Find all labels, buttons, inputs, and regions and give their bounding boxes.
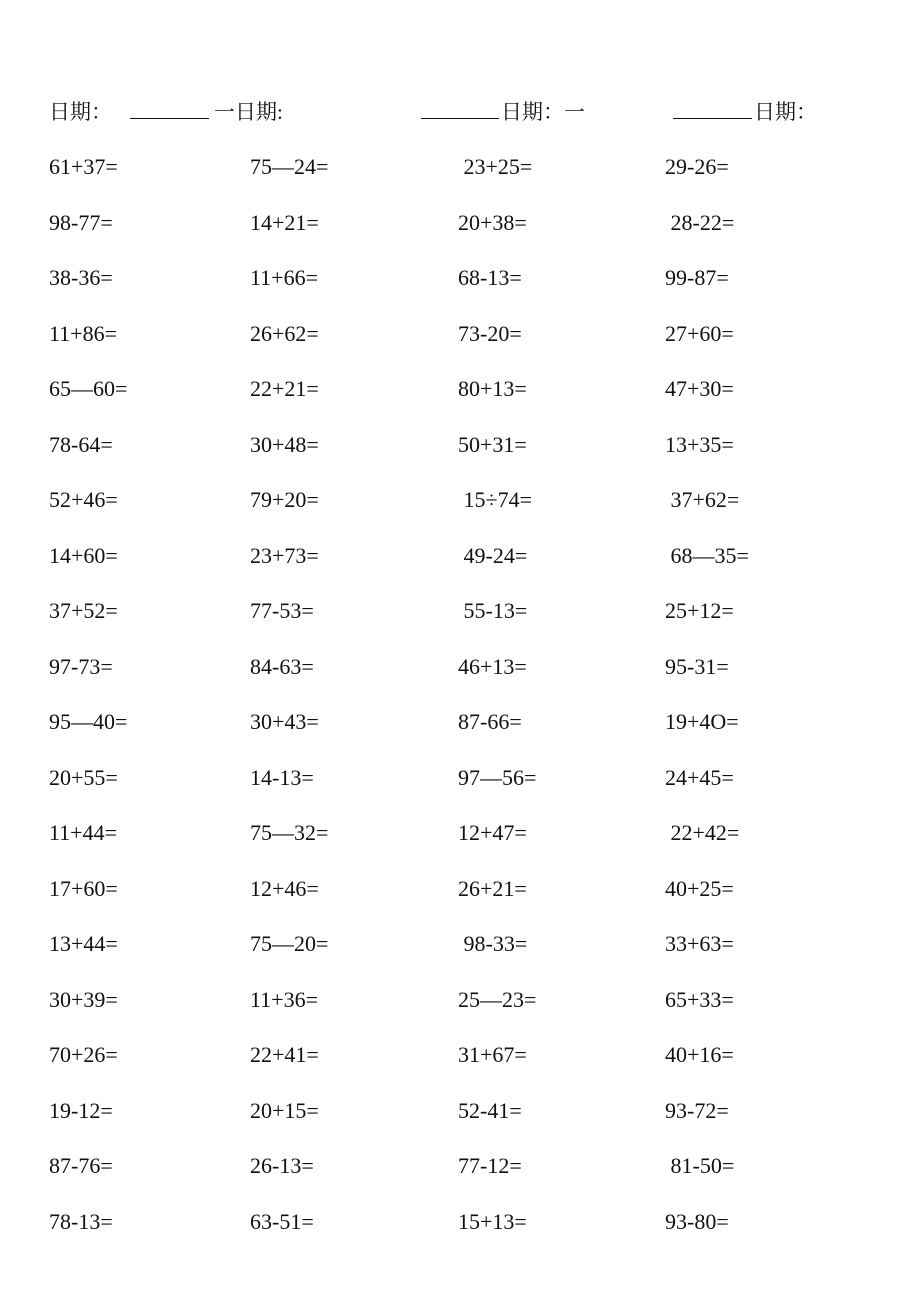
problem-row	[0, 1040, 920, 1096]
arithmetic-problem: 11+86=	[49, 320, 117, 346]
date-label-2: 一日期:	[214, 100, 283, 124]
problem-row	[0, 319, 920, 375]
arithmetic-problem: 78-13=	[49, 1208, 113, 1234]
problem-row	[0, 152, 920, 208]
arithmetic-problem: 65—60=	[49, 376, 128, 401]
arithmetic-problem: 19-12=	[49, 1097, 113, 1123]
arithmetic-problem: 22+41=	[250, 1042, 319, 1067]
arithmetic-problem: 75—32=	[250, 820, 329, 845]
arithmetic-problem: 20+38=	[458, 209, 527, 235]
arithmetic-problem: 26+62=	[250, 320, 319, 346]
arithmetic-problem: 33+63=	[665, 931, 734, 956]
problem-row	[0, 874, 920, 930]
arithmetic-problem: 12+46=	[250, 875, 319, 901]
arithmetic-problem: 23+73=	[250, 542, 319, 568]
problem-row	[0, 374, 920, 430]
arithmetic-problem: 27+60=	[665, 320, 734, 346]
problem-row	[0, 541, 920, 597]
arithmetic-problem: 26+21=	[458, 875, 527, 901]
arithmetic-problem: 11+36=	[250, 986, 318, 1012]
arithmetic-problem: 14-13=	[250, 764, 314, 790]
arithmetic-problem: 25—23=	[458, 986, 537, 1012]
arithmetic-problem: 98-77=	[49, 209, 113, 235]
arithmetic-problem: 22+21=	[250, 376, 319, 401]
problem-row	[0, 652, 920, 708]
problem-row	[0, 430, 920, 486]
arithmetic-problem: 75—20=	[250, 931, 329, 956]
problem-row	[0, 818, 920, 874]
date-label-1: 日期：	[49, 100, 112, 124]
arithmetic-problem: 63-51=	[250, 1208, 314, 1234]
arithmetic-problem: 55-13=	[458, 598, 528, 623]
arithmetic-problem: 14+21=	[250, 209, 319, 235]
arithmetic-problem: 37+52=	[49, 598, 118, 623]
arithmetic-problem: 29-26=	[665, 154, 729, 179]
date-blank-line-1	[130, 118, 209, 119]
arithmetic-problem: 95—40=	[49, 709, 128, 734]
arithmetic-problem: 78-64=	[49, 431, 113, 457]
problem-row	[0, 1151, 920, 1207]
arithmetic-problem: 14+60=	[49, 542, 118, 568]
arithmetic-problem: 79+20=	[250, 487, 319, 512]
arithmetic-problem: 31+67=	[458, 1042, 527, 1067]
arithmetic-problem: 93-80=	[665, 1208, 729, 1234]
arithmetic-problem: 95-31=	[665, 653, 729, 679]
arithmetic-problem: 20+15=	[250, 1097, 319, 1123]
arithmetic-problem: 19+4O=	[665, 709, 739, 734]
arithmetic-problem: 15+13=	[458, 1208, 527, 1234]
arithmetic-problem: 87-76=	[49, 1153, 113, 1178]
problem-row	[0, 1096, 920, 1152]
arithmetic-problem: 98-33=	[458, 931, 528, 956]
date-label-3: 日期：一	[501, 100, 585, 124]
arithmetic-problem: 26-13=	[250, 1153, 314, 1178]
problem-row	[0, 985, 920, 1041]
arithmetic-problem: 24+45=	[665, 764, 734, 790]
arithmetic-problem: 38-36=	[49, 265, 113, 290]
arithmetic-problem: 61+37=	[49, 154, 118, 179]
arithmetic-problem: 13+35=	[665, 431, 734, 457]
arithmetic-problem: 73-20=	[458, 320, 522, 346]
arithmetic-problem: 23+25=	[458, 154, 533, 179]
arithmetic-problem: 30+43=	[250, 709, 319, 734]
arithmetic-problem: 30+39=	[49, 986, 118, 1012]
arithmetic-problem: 87-66=	[458, 709, 522, 734]
arithmetic-problem: 40+25=	[665, 875, 734, 901]
date-header	[0, 97, 920, 127]
arithmetic-problem: 40+16=	[665, 1042, 734, 1067]
problem-row	[0, 707, 920, 763]
arithmetic-problem: 49-24=	[458, 542, 528, 568]
arithmetic-problem: 81-50=	[665, 1153, 735, 1178]
problem-row	[0, 596, 920, 652]
date-label-4: 日期：	[754, 100, 817, 124]
arithmetic-problem: 80+13=	[458, 376, 527, 401]
problem-row	[0, 263, 920, 319]
problem-row	[0, 485, 920, 541]
arithmetic-problem-grid	[0, 152, 920, 1262]
arithmetic-problem: 12+47=	[458, 820, 527, 845]
arithmetic-problem: 99-87=	[665, 265, 729, 290]
problem-row	[0, 929, 920, 985]
arithmetic-problem: 15÷74=	[458, 487, 532, 512]
problem-row	[0, 763, 920, 819]
arithmetic-problem: 28-22=	[665, 209, 735, 235]
arithmetic-problem: 97—56=	[458, 764, 537, 790]
arithmetic-problem: 30+48=	[250, 431, 319, 457]
arithmetic-problem: 97-73=	[49, 653, 113, 679]
arithmetic-problem: 84-63=	[250, 653, 314, 679]
date-blank-line-3	[673, 118, 752, 119]
arithmetic-problem: 37+62=	[665, 487, 740, 512]
arithmetic-problem: 22+42=	[665, 820, 740, 845]
problem-row	[0, 1207, 920, 1263]
date-blank-line-2	[421, 118, 499, 119]
arithmetic-problem: 11+44=	[49, 820, 117, 845]
arithmetic-problem: 46+13=	[458, 653, 527, 679]
arithmetic-problem: 47+30=	[665, 376, 734, 401]
arithmetic-problem: 75—24=	[250, 154, 329, 179]
arithmetic-problem: 68—35=	[665, 542, 749, 568]
arithmetic-problem: 13+44=	[49, 931, 118, 956]
arithmetic-problem: 25+12=	[665, 598, 734, 623]
arithmetic-problem: 93-72=	[665, 1097, 729, 1123]
arithmetic-problem: 50+31=	[458, 431, 527, 457]
arithmetic-problem: 17+60=	[49, 875, 118, 901]
arithmetic-problem: 77-12=	[458, 1153, 522, 1178]
arithmetic-problem: 77-53=	[250, 598, 314, 623]
arithmetic-problem: 20+55=	[49, 764, 118, 790]
arithmetic-problem: 65+33=	[665, 986, 734, 1012]
arithmetic-problem: 70+26=	[49, 1042, 118, 1067]
arithmetic-problem: 52-41=	[458, 1097, 522, 1123]
arithmetic-problem: 11+66=	[250, 265, 318, 290]
arithmetic-problem: 68-13=	[458, 265, 522, 290]
problem-row	[0, 208, 920, 264]
arithmetic-problem: 52+46=	[49, 487, 118, 512]
